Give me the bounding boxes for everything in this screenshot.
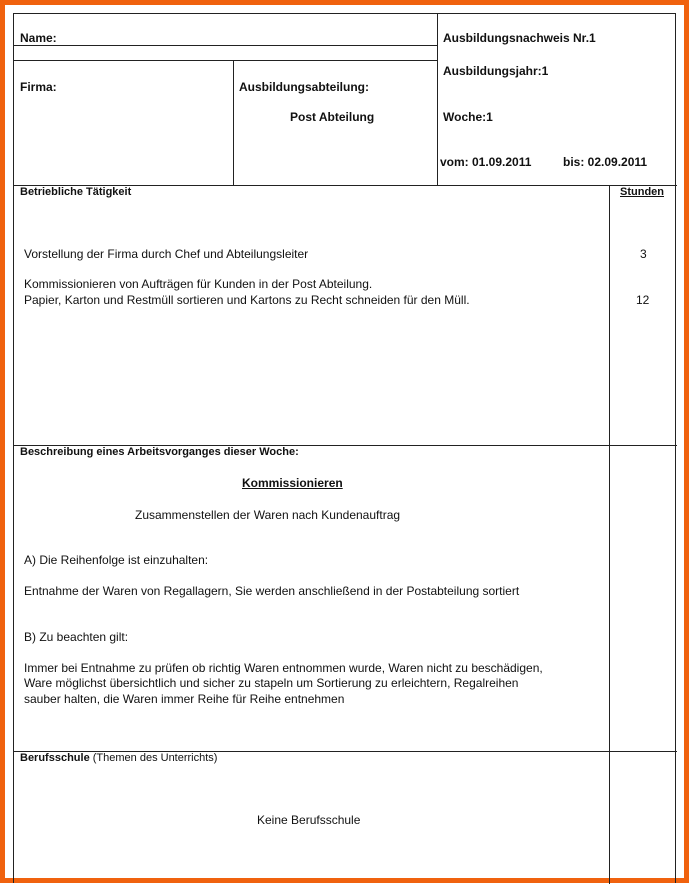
step-a-heading: A) Die Reihenfolge ist einzuhalten:	[24, 553, 209, 567]
abteilung-value: Post Abteilung	[290, 110, 375, 124]
divider-name-row-2	[14, 60, 438, 61]
form-sheet	[13, 13, 676, 883]
step-b-line: Immer bei Entnahme zu prüfen ob richtig Waren entnommen wurde, Waren nicht zu beschädigen,	[24, 661, 543, 675]
divider-header-vertical	[437, 14, 438, 186]
step-a-text: Entnahme der Waren von Regallagern, Sie werden anschließend in der Postabteilung sortiert	[24, 584, 520, 598]
name-label: Name:	[20, 31, 57, 45]
divider-name-row	[14, 45, 438, 46]
step-b-heading: B) Zu beachten gilt:	[24, 630, 129, 644]
berufsschule-label-bold: Berufsschule	[20, 752, 90, 764]
abteilung-label: Ausbildungsabteilung:	[239, 80, 369, 94]
berufsschule-label-rest: (Themen des Unterrichts)	[89, 752, 218, 764]
divider-firma	[233, 60, 234, 186]
divider-stunden-column	[609, 186, 610, 884]
stunden-label: Stunden	[620, 186, 664, 198]
step-b-line: sauber halten, die Waren immer Reihe für Reihe entnehmen	[24, 692, 345, 706]
ausbildungsjahr: Ausbildungsjahr:1	[443, 64, 549, 78]
berufsschule-label	[20, 752, 217, 764]
beschreibung-label: Beschreibung eines Arbeitsvorganges dieser Woche:	[20, 446, 299, 458]
berufsschule-text: Keine Berufsschule	[257, 813, 361, 827]
taetigkeit-line: Papier, Karton und Restmüll sortieren und Kartons zu Recht schneiden für den Müll.	[24, 293, 470, 307]
nachweis-title: Ausbildungsnachweis Nr.1	[443, 31, 596, 45]
stunden-value: 12	[636, 293, 650, 307]
date-to: bis: 02.09.2011	[563, 155, 648, 169]
stunden-value: 3	[640, 247, 647, 261]
beschreibung-subtitle: Zusammenstellen der Waren nach Kundenauftrag	[135, 508, 401, 522]
taetigkeit-line: Kommissionieren von Aufträgen für Kunden in der Post Abteilung.	[24, 277, 373, 291]
beschreibung-title: Kommissionieren	[242, 476, 343, 490]
taetigkeit-line: Vorstellung der Firma durch Chef und Abteilungsleiter	[24, 247, 309, 261]
firma-label: Firma:	[20, 80, 57, 94]
woche: Woche:1	[443, 110, 493, 124]
step-b-line: Ware möglichst übersichtlich und sicher zu stapeln um Sortierung zu erleichtern, Regalreihen	[24, 676, 519, 690]
date-from: vom: 01.09.2011	[440, 155, 532, 169]
taetigkeit-label: Betriebliche Tätigkeit	[20, 186, 132, 198]
